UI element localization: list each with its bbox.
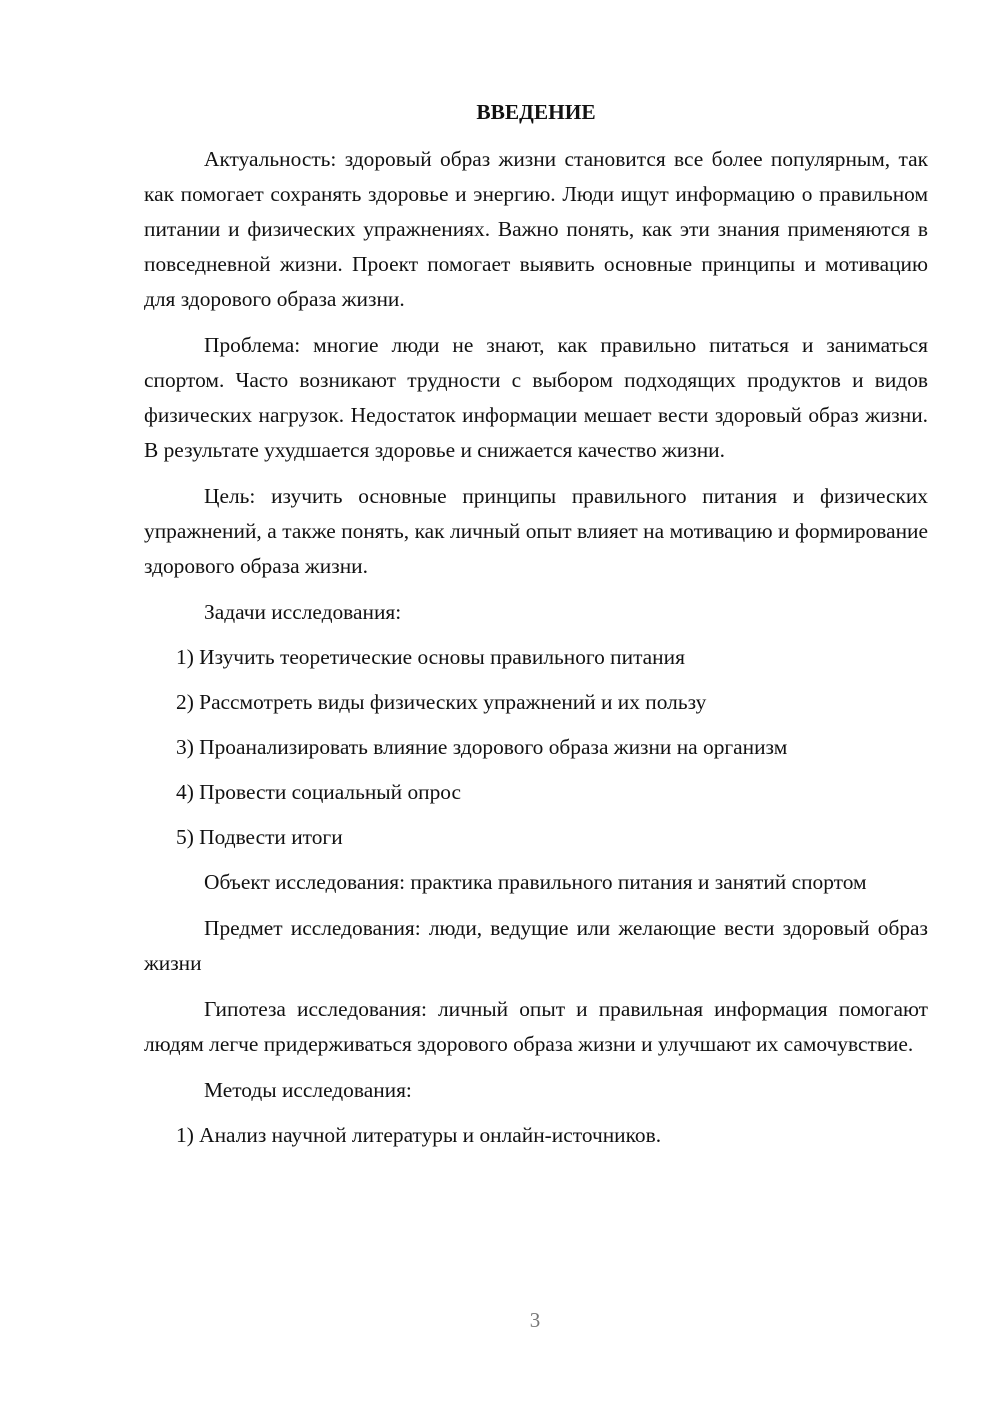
method-item-1: 1) Анализ научной литературы и онлайн-источников. [176,1123,662,1147]
subject-paragraph: Предмет исследования: люди, ведущие или желающие вести здоровый образ жизни [144,916,928,975]
page-number: 3 [529,1308,541,1332]
task-item-1: 1) Изучить теоретические основы правильного питания [176,645,685,669]
document-page [144,95,928,1163]
task-item-4: 4) Провести социальный опрос [176,780,462,804]
methods-heading: Методы исследования: [204,1078,412,1102]
task-item-5: 5) Подвести итоги [176,825,343,849]
task-item-3: 3) Проанализировать влияние здорового образа жизни на организм [176,735,788,759]
object-paragraph: Объект исследования: практика правильного питания и занятий спортом [204,870,867,894]
hypothesis-paragraph: Гипотеза исследования: личный опыт и правильная информация помогают людям легче придерживаться здорового образа жизни и улучшают их самочувствие. [144,997,928,1056]
tasks-heading: Задачи исследования: [204,600,402,624]
section-heading: ВВЕДЕНИЕ [476,100,596,124]
problem-paragraph: Проблема: многие люди не знают, как правильно питаться и заниматься спортом. Часто возникают трудности с выбором подходящих продуктов и видов физических нагрузок. Недостаток информации мешает вести здоровый образ жизни. В результате ухудшается здоровье и снижается качество жизни. [144,333,928,462]
relevance-paragraph: Актуальность: здоровый образ жизни становится все более популярным, так как помогает сохранять здоровье и энергию. Люди ищут информацию о правильном питании и физических упражнениях. Важно понять, как эти знания применяются в повседневной жизни. Проект помогает выявить основные принципы и мотивацию для здорового образа жизни. [144,147,928,311]
goal-paragraph: Цель: изучить основные принципы правильного питания и физических упражнений, а также понять, как личный опыт влияет на мотивацию и формирование здорового образа жизни. [144,484,928,578]
task-item-2: 2) Рассмотреть виды физических упражнений и их пользу [176,690,707,714]
